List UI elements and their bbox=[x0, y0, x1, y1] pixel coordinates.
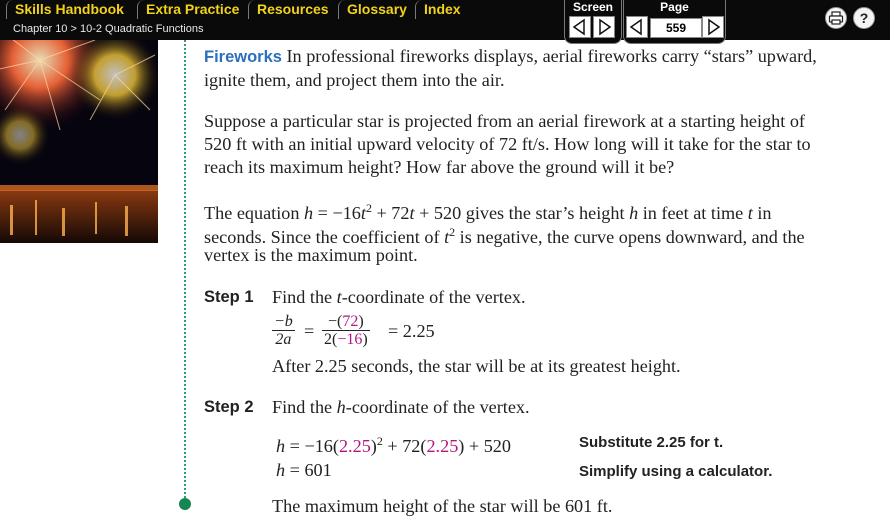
step-2-label: Step 2 bbox=[204, 398, 254, 416]
breadcrumb: Chapter 10 > 10-2 Quadratic Functions bbox=[13, 23, 204, 35]
fireworks-heading: Fireworks bbox=[204, 48, 282, 66]
step-1-instruction: Find the t-coordinate of the vertex. bbox=[272, 287, 526, 307]
divider-end-dot bbox=[179, 498, 191, 510]
print-button[interactable] bbox=[825, 7, 847, 29]
arrow-right-icon bbox=[703, 17, 723, 37]
step-1-conclusion: After 2.25 seconds, the star will be at its greatest height. bbox=[272, 356, 681, 376]
tab-extra-practice[interactable]: Extra Practice bbox=[137, 0, 245, 19]
intro-line-2: ignite them, and project them into the air. bbox=[204, 70, 505, 90]
paragraph-intro bbox=[204, 45, 817, 69]
step-1-equals: = bbox=[304, 321, 315, 341]
arrow-right-icon bbox=[594, 17, 614, 37]
page-navigator bbox=[623, 0, 726, 44]
step-2-conclusion: The maximum height of the star will be 601 ft. bbox=[272, 496, 613, 516]
page-number-input[interactable]: 559 bbox=[650, 18, 702, 38]
step-1-label: Step 1 bbox=[204, 288, 254, 306]
printer-icon bbox=[826, 8, 846, 28]
screen-next-button[interactable] bbox=[593, 16, 615, 38]
vertex-formula-fraction: $\frac{-b}{2a}$ bbox=[274, 313, 293, 348]
tab-resources[interactable]: Resources bbox=[248, 0, 335, 19]
equation-paragraph-line-1: The equation $h = -16t^2 + 72t + 520$ gives the star’s height h in feet at time t in bbox=[204, 201, 772, 224]
simplified-equation: h = 601 bbox=[276, 460, 332, 480]
tab-index[interactable]: Index bbox=[415, 0, 467, 19]
top-toolbar bbox=[0, 0, 890, 40]
margin-divider bbox=[184, 40, 186, 502]
page-label: Page bbox=[660, 0, 689, 14]
screen-prev-button[interactable] bbox=[569, 16, 591, 38]
help-button[interactable] bbox=[853, 7, 875, 29]
intro-line-1: In professional fireworks displays, aerial fireworks carry “stars” upward, bbox=[286, 46, 817, 66]
simplify-note: Simplify using a calculator. bbox=[579, 463, 773, 480]
equation-paragraph-line-3: vertex is the maximum point. bbox=[204, 245, 418, 265]
tab-glossary[interactable]: Glossary bbox=[338, 0, 413, 19]
step-2-instruction: Find the h-coordinate of the vertex. bbox=[272, 397, 530, 417]
page-next-button[interactable] bbox=[702, 16, 724, 38]
fireworks-photo bbox=[0, 40, 158, 243]
page-prev-button[interactable] bbox=[626, 16, 648, 38]
problem-line-2: 520 ft with an initial upward velocity of 72 ft/s. How long will it take for the star to bbox=[204, 134, 811, 154]
tab-skills-handbook[interactable]: Skills Handbook bbox=[6, 0, 130, 19]
screen-navigator bbox=[564, 0, 622, 44]
arrow-left-icon bbox=[627, 17, 647, 37]
substitution-equation: $h = -16(2.25)^2 + 72(2.25) + 520$ bbox=[276, 434, 511, 457]
arrow-left-icon bbox=[570, 17, 590, 37]
substituted-numerator: −(72) bbox=[322, 313, 370, 331]
help-icon: ? bbox=[859, 10, 869, 26]
step-1-result: = 2.25 bbox=[388, 321, 435, 341]
substituted-fraction bbox=[322, 313, 370, 348]
problem-line-1: Suppose a particular star is projected from an aerial firework at a starting height of bbox=[204, 111, 805, 131]
substitute-note: Substitute 2.25 for t. bbox=[579, 434, 724, 451]
problem-line-3: reach its maximum height? How far above the ground will it be? bbox=[204, 157, 675, 177]
screen-label: Screen bbox=[572, 0, 614, 14]
substituted-denominator: 2(−16) bbox=[324, 331, 368, 348]
equation-paragraph-line-2: seconds. Since the coefficient of $t^2$ is negative, the curve opens downward, and the bbox=[204, 225, 805, 248]
